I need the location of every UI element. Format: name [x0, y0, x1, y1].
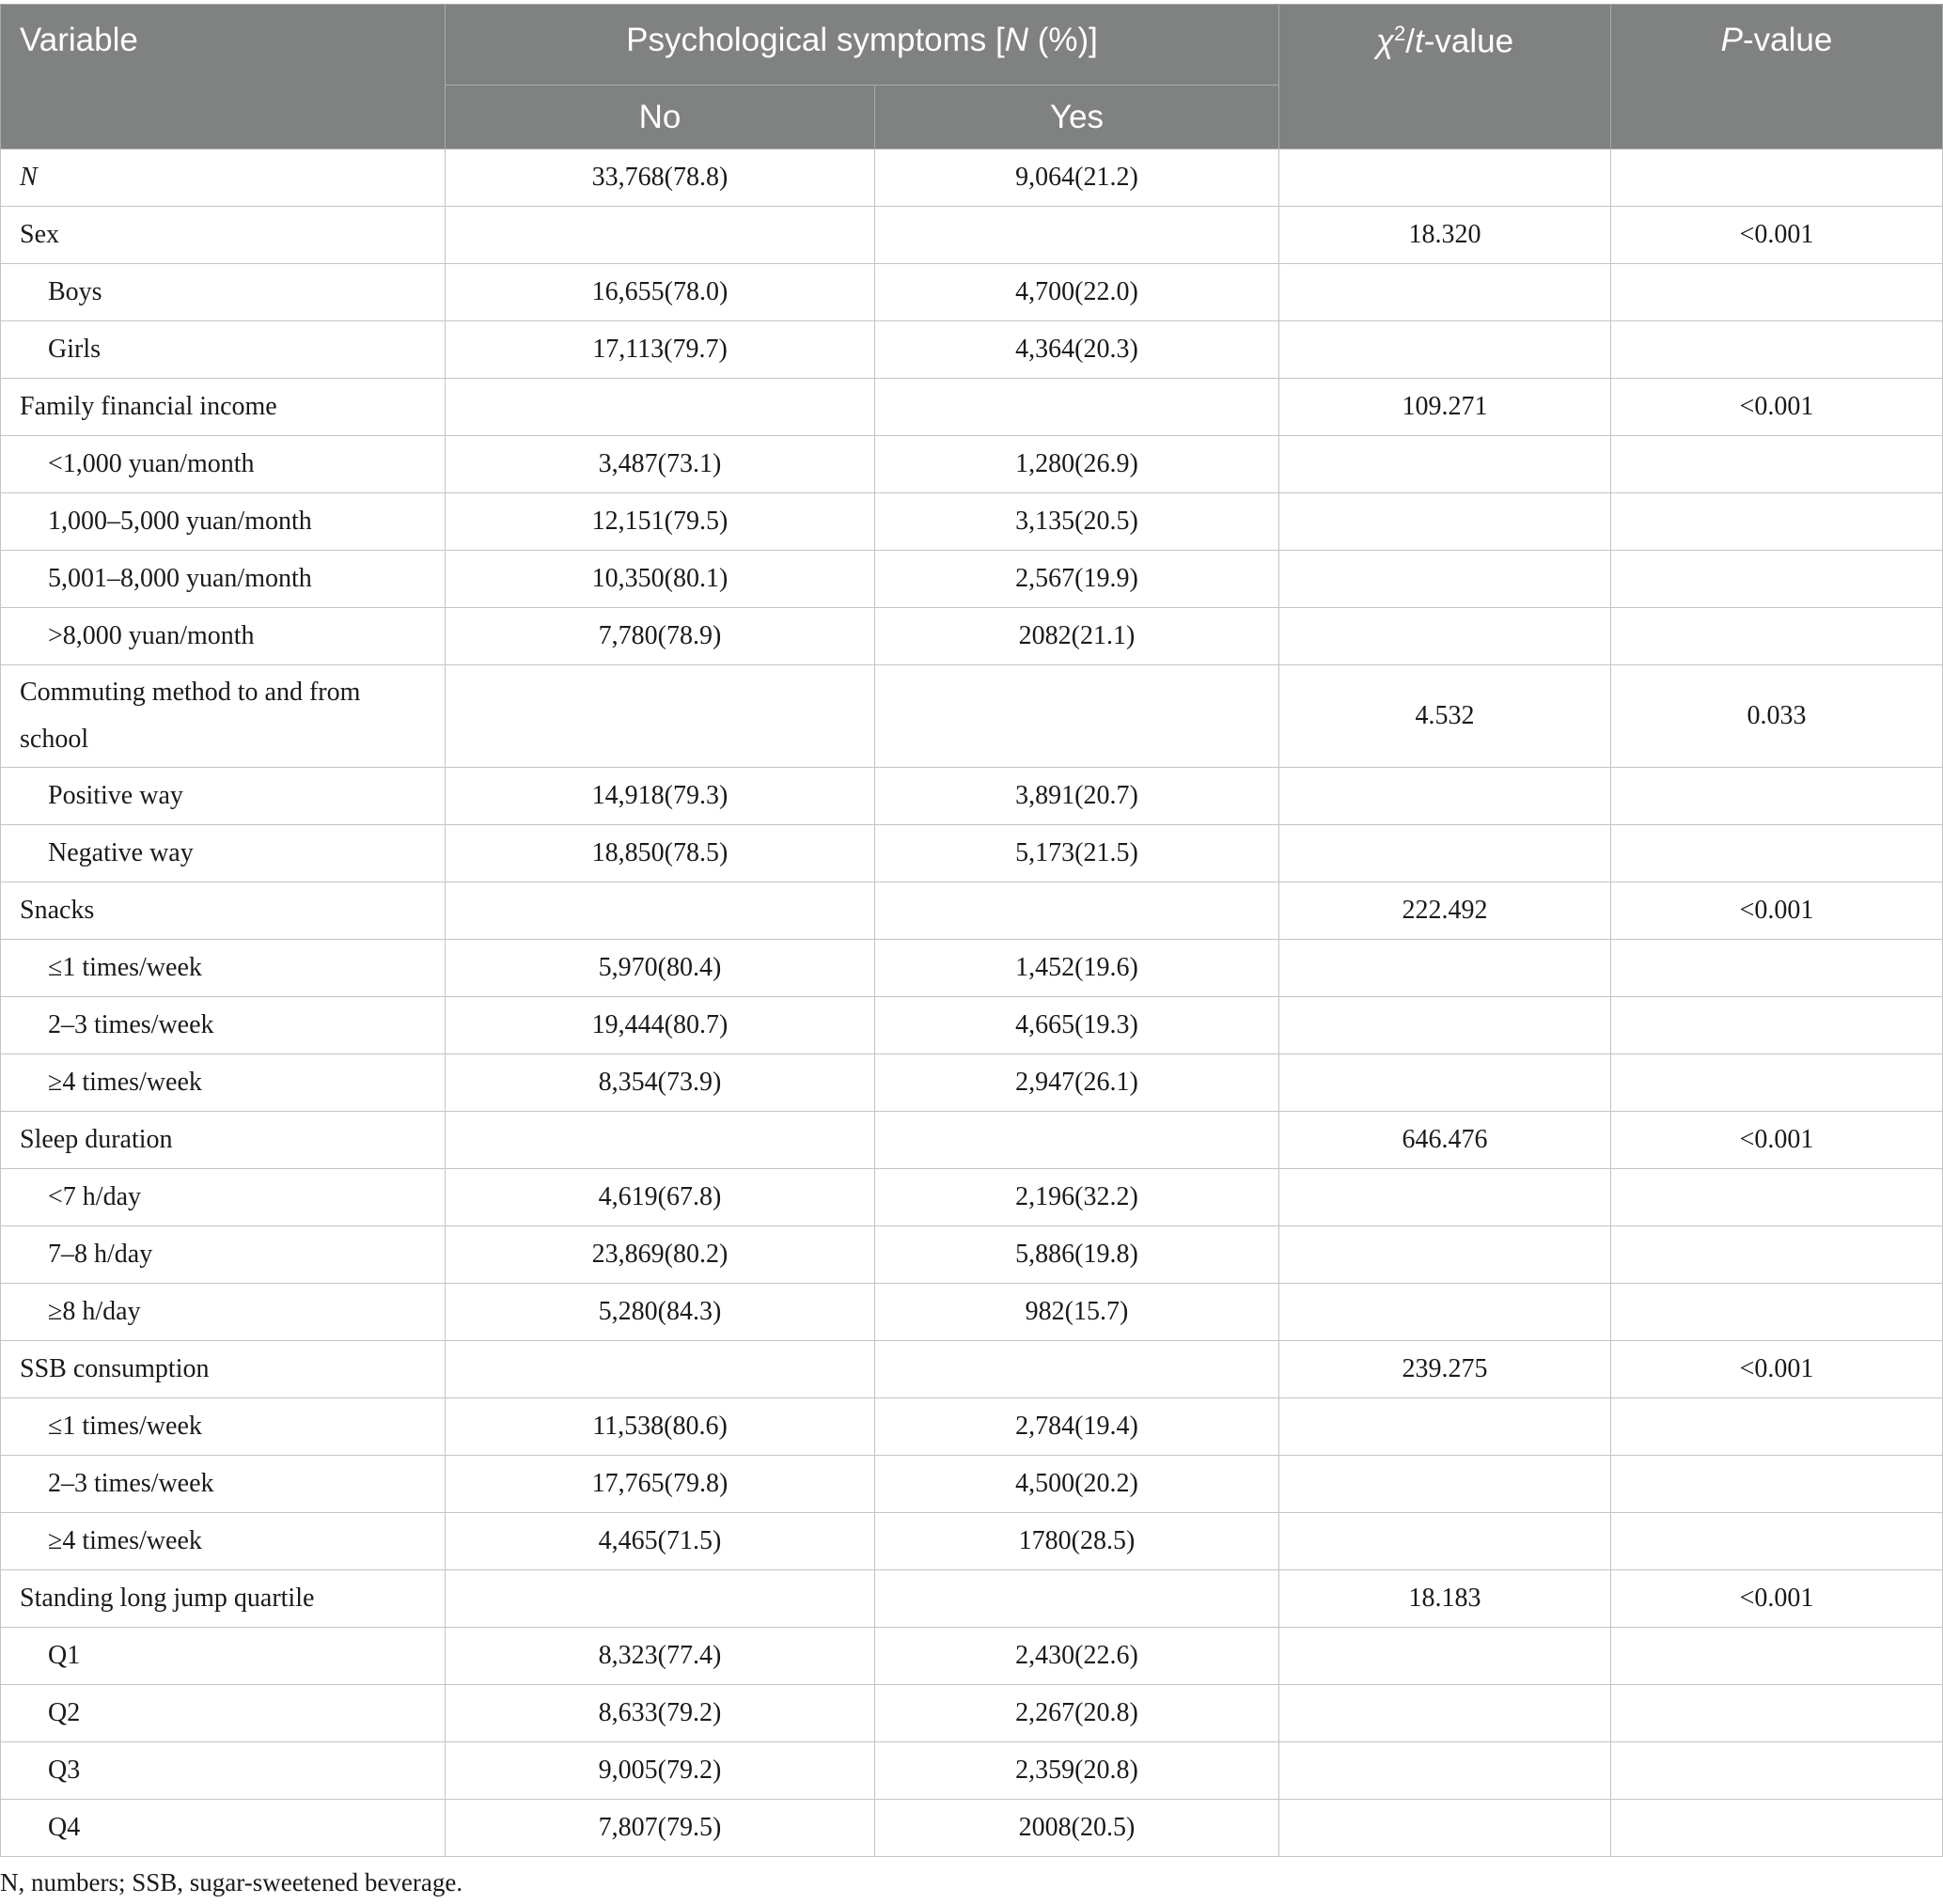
cell-no: 4,619(67.8)	[446, 1169, 875, 1226]
cell-yes: 5,173(21.5)	[875, 825, 1279, 882]
table-row	[1, 608, 1943, 665]
cell-yes: 2,430(22.6)	[875, 1628, 1279, 1685]
table-row	[1, 1456, 1943, 1513]
table-row	[1, 379, 1943, 436]
cell-p	[1611, 149, 1943, 207]
cell-no	[446, 1570, 875, 1628]
cell-chi: 4.532	[1279, 665, 1611, 768]
cell-yes: 4,665(19.3)	[875, 997, 1279, 1054]
table-row	[1, 1570, 1943, 1628]
cell-p: <0.001	[1611, 379, 1943, 436]
cell-no: 18,850(78.5)	[446, 825, 875, 882]
cell-p	[1611, 1226, 1943, 1284]
table-footnote: N, numbers; SSB, sugar-sweetened beverage.	[0, 1868, 463, 1896]
cell-yes: 4,364(20.3)	[875, 321, 1279, 379]
header-chi-t-value: $\chi^2/t$-value	[1279, 5, 1611, 149]
cell-chi	[1279, 1800, 1611, 1857]
cell-yes: 4,700(22.0)	[875, 264, 1279, 321]
cell-no	[446, 665, 875, 768]
table-header	[1, 5, 1943, 149]
cell-yes: 3,891(20.7)	[875, 768, 1279, 825]
cell-p: <0.001	[1611, 207, 1943, 264]
cell-yes	[875, 379, 1279, 436]
cell-p	[1611, 997, 1943, 1054]
cell-chi	[1279, 997, 1611, 1054]
row-label: Sex	[1, 207, 446, 264]
cell-p	[1611, 551, 1943, 608]
table-row	[1, 264, 1943, 321]
row-label: ≤1 times/week	[1, 940, 446, 997]
cell-p	[1611, 1742, 1943, 1800]
cell-yes: 1,280(26.9)	[875, 436, 1279, 493]
cell-yes: 2,567(19.9)	[875, 551, 1279, 608]
table-row	[1, 1226, 1943, 1284]
row-label: Standing long jump quartile	[1, 1570, 446, 1628]
header-psychological-symptoms: Psychological symptoms [N (%)]	[446, 5, 1279, 86]
row-label: Snacks	[1, 882, 446, 940]
cell-chi	[1279, 940, 1611, 997]
cell-yes: 2,196(32.2)	[875, 1169, 1279, 1226]
cell-no	[446, 1341, 875, 1398]
cell-chi: 18.320	[1279, 207, 1611, 264]
cell-no: 14,918(79.3)	[446, 768, 875, 825]
cell-yes: 5,886(19.8)	[875, 1226, 1279, 1284]
cell-chi: 18.183	[1279, 1570, 1611, 1628]
cell-yes: 9,064(21.2)	[875, 149, 1279, 207]
row-label: 1,000–5,000 yuan/month	[1, 493, 446, 551]
row-label: ≥4 times/week	[1, 1513, 446, 1570]
table-row	[1, 768, 1943, 825]
cell-yes: 2082(21.1)	[875, 608, 1279, 665]
cell-yes	[875, 882, 1279, 940]
cell-no: 5,280(84.3)	[446, 1284, 875, 1341]
table-row	[1, 1513, 1943, 1570]
cell-chi	[1279, 1685, 1611, 1742]
cell-no: 7,807(79.5)	[446, 1800, 875, 1857]
cell-chi	[1279, 551, 1611, 608]
row-label: 5,001–8,000 yuan/month	[1, 551, 446, 608]
cell-p	[1611, 1628, 1943, 1685]
cell-yes: 2008(20.5)	[875, 1800, 1279, 1857]
table-row	[1, 551, 1943, 608]
cell-no: 19,444(80.7)	[446, 997, 875, 1054]
table-row	[1, 321, 1943, 379]
cell-p	[1611, 493, 1943, 551]
cell-chi	[1279, 1284, 1611, 1341]
table-row	[1, 1112, 1943, 1169]
cell-p	[1611, 1398, 1943, 1456]
cell-chi	[1279, 1742, 1611, 1800]
cell-yes: 2,267(20.8)	[875, 1685, 1279, 1742]
row-label: SSB consumption	[1, 1341, 446, 1398]
cell-no: 8,323(77.4)	[446, 1628, 875, 1685]
table-row	[1, 882, 1943, 940]
row-label: Negative way	[1, 825, 446, 882]
cell-no: 11,538(80.6)	[446, 1398, 875, 1456]
cell-p: <0.001	[1611, 1112, 1943, 1169]
table-row	[1, 665, 1943, 768]
cell-no: 4,465(71.5)	[446, 1513, 875, 1570]
header-yes: Yes	[875, 86, 1279, 149]
cell-no	[446, 882, 875, 940]
cell-chi	[1279, 1169, 1611, 1226]
table-row	[1, 1398, 1943, 1456]
cell-p: 0.033	[1611, 665, 1943, 768]
cell-chi	[1279, 321, 1611, 379]
cell-chi	[1279, 1226, 1611, 1284]
table-row	[1, 940, 1943, 997]
table-row	[1, 1742, 1943, 1800]
row-label: Q3	[1, 1742, 446, 1800]
cell-chi: 239.275	[1279, 1341, 1611, 1398]
row-label: Positive way	[1, 768, 446, 825]
row-label: Boys	[1, 264, 446, 321]
row-label: ≤1 times/week	[1, 1398, 446, 1456]
cell-yes: 1780(28.5)	[875, 1513, 1279, 1570]
cell-no: 33,768(78.8)	[446, 149, 875, 207]
table-row	[1, 825, 1943, 882]
cell-chi	[1279, 1054, 1611, 1112]
cell-p	[1611, 825, 1943, 882]
cell-yes: 2,947(26.1)	[875, 1054, 1279, 1112]
cell-chi	[1279, 264, 1611, 321]
results-table	[0, 4, 1943, 1857]
table-row	[1, 1054, 1943, 1112]
cell-yes: 4,500(20.2)	[875, 1456, 1279, 1513]
cell-no: 23,869(80.2)	[446, 1226, 875, 1284]
table-row	[1, 493, 1943, 551]
cell-chi: 222.492	[1279, 882, 1611, 940]
cell-no: 8,354(73.9)	[446, 1054, 875, 1112]
cell-p: <0.001	[1611, 1341, 1943, 1398]
row-label: >8,000 yuan/month	[1, 608, 446, 665]
cell-yes: 2,359(20.8)	[875, 1742, 1279, 1800]
cell-yes: 1,452(19.6)	[875, 940, 1279, 997]
header-p-value: P-value	[1611, 5, 1943, 149]
cell-p	[1611, 1284, 1943, 1341]
cell-chi	[1279, 1398, 1611, 1456]
row-label: ≥4 times/week	[1, 1054, 446, 1112]
table-row	[1, 1800, 1943, 1857]
cell-yes: 2,784(19.4)	[875, 1398, 1279, 1456]
cell-p	[1611, 1169, 1943, 1226]
table-row	[1, 1628, 1943, 1685]
row-label: 2–3 times/week	[1, 1456, 446, 1513]
cell-p	[1611, 940, 1943, 997]
cell-chi	[1279, 493, 1611, 551]
row-label: Sleep duration	[1, 1112, 446, 1169]
table-row	[1, 207, 1943, 264]
cell-p	[1611, 264, 1943, 321]
cell-p	[1611, 436, 1943, 493]
cell-no: 10,350(80.1)	[446, 551, 875, 608]
cell-no: 3,487(73.1)	[446, 436, 875, 493]
row-label: 2–3 times/week	[1, 997, 446, 1054]
header-variable: Variable	[1, 5, 446, 149]
cell-p: <0.001	[1611, 1570, 1943, 1628]
table-body	[1, 149, 1943, 1857]
table-row	[1, 1169, 1943, 1226]
cell-yes	[875, 665, 1279, 768]
cell-no: 7,780(78.9)	[446, 608, 875, 665]
cell-chi	[1279, 149, 1611, 207]
cell-p	[1611, 768, 1943, 825]
cell-chi: 109.271	[1279, 379, 1611, 436]
cell-p	[1611, 1685, 1943, 1742]
cell-no: 17,113(79.7)	[446, 321, 875, 379]
row-label: Commuting method to and from school	[1, 665, 446, 768]
table-row	[1, 1341, 1943, 1398]
cell-no: 17,765(79.8)	[446, 1456, 875, 1513]
cell-yes: 982(15.7)	[875, 1284, 1279, 1341]
cell-p	[1611, 608, 1943, 665]
table-row	[1, 1284, 1943, 1341]
cell-p	[1611, 1513, 1943, 1570]
cell-p	[1611, 1456, 1943, 1513]
row-label: ≥8 h/day	[1, 1284, 446, 1341]
cell-no: 16,655(78.0)	[446, 264, 875, 321]
row-label: 7–8 h/day	[1, 1226, 446, 1284]
row-label: N	[1, 149, 446, 207]
cell-no: 8,633(79.2)	[446, 1685, 875, 1742]
row-label: Girls	[1, 321, 446, 379]
cell-yes: 3,135(20.5)	[875, 493, 1279, 551]
table-row	[1, 1685, 1943, 1742]
cell-yes	[875, 1341, 1279, 1398]
cell-chi: 646.476	[1279, 1112, 1611, 1169]
cell-p	[1611, 321, 1943, 379]
header-no: No	[446, 86, 875, 149]
cell-chi	[1279, 768, 1611, 825]
table-row	[1, 149, 1943, 207]
cell-no	[446, 379, 875, 436]
cell-no: 12,151(79.5)	[446, 493, 875, 551]
row-label: Q4	[1, 1800, 446, 1857]
cell-no: 9,005(79.2)	[446, 1742, 875, 1800]
row-label: <1,000 yuan/month	[1, 436, 446, 493]
cell-yes	[875, 1570, 1279, 1628]
cell-p	[1611, 1800, 1943, 1857]
cell-chi	[1279, 436, 1611, 493]
cell-chi	[1279, 1628, 1611, 1685]
cell-yes	[875, 207, 1279, 264]
cell-yes	[875, 1112, 1279, 1169]
row-label: Family financial income	[1, 379, 446, 436]
cell-chi	[1279, 825, 1611, 882]
cell-no	[446, 1112, 875, 1169]
row-label: Q2	[1, 1685, 446, 1742]
cell-no	[446, 207, 875, 264]
cell-no: 5,970(80.4)	[446, 940, 875, 997]
row-label: <7 h/day	[1, 1169, 446, 1226]
cell-p	[1611, 1054, 1943, 1112]
table-row	[1, 997, 1943, 1054]
table-row	[1, 436, 1943, 493]
cell-chi	[1279, 1456, 1611, 1513]
cell-chi	[1279, 608, 1611, 665]
row-label: Q1	[1, 1628, 446, 1685]
cell-chi	[1279, 1513, 1611, 1570]
cell-p: <0.001	[1611, 882, 1943, 940]
